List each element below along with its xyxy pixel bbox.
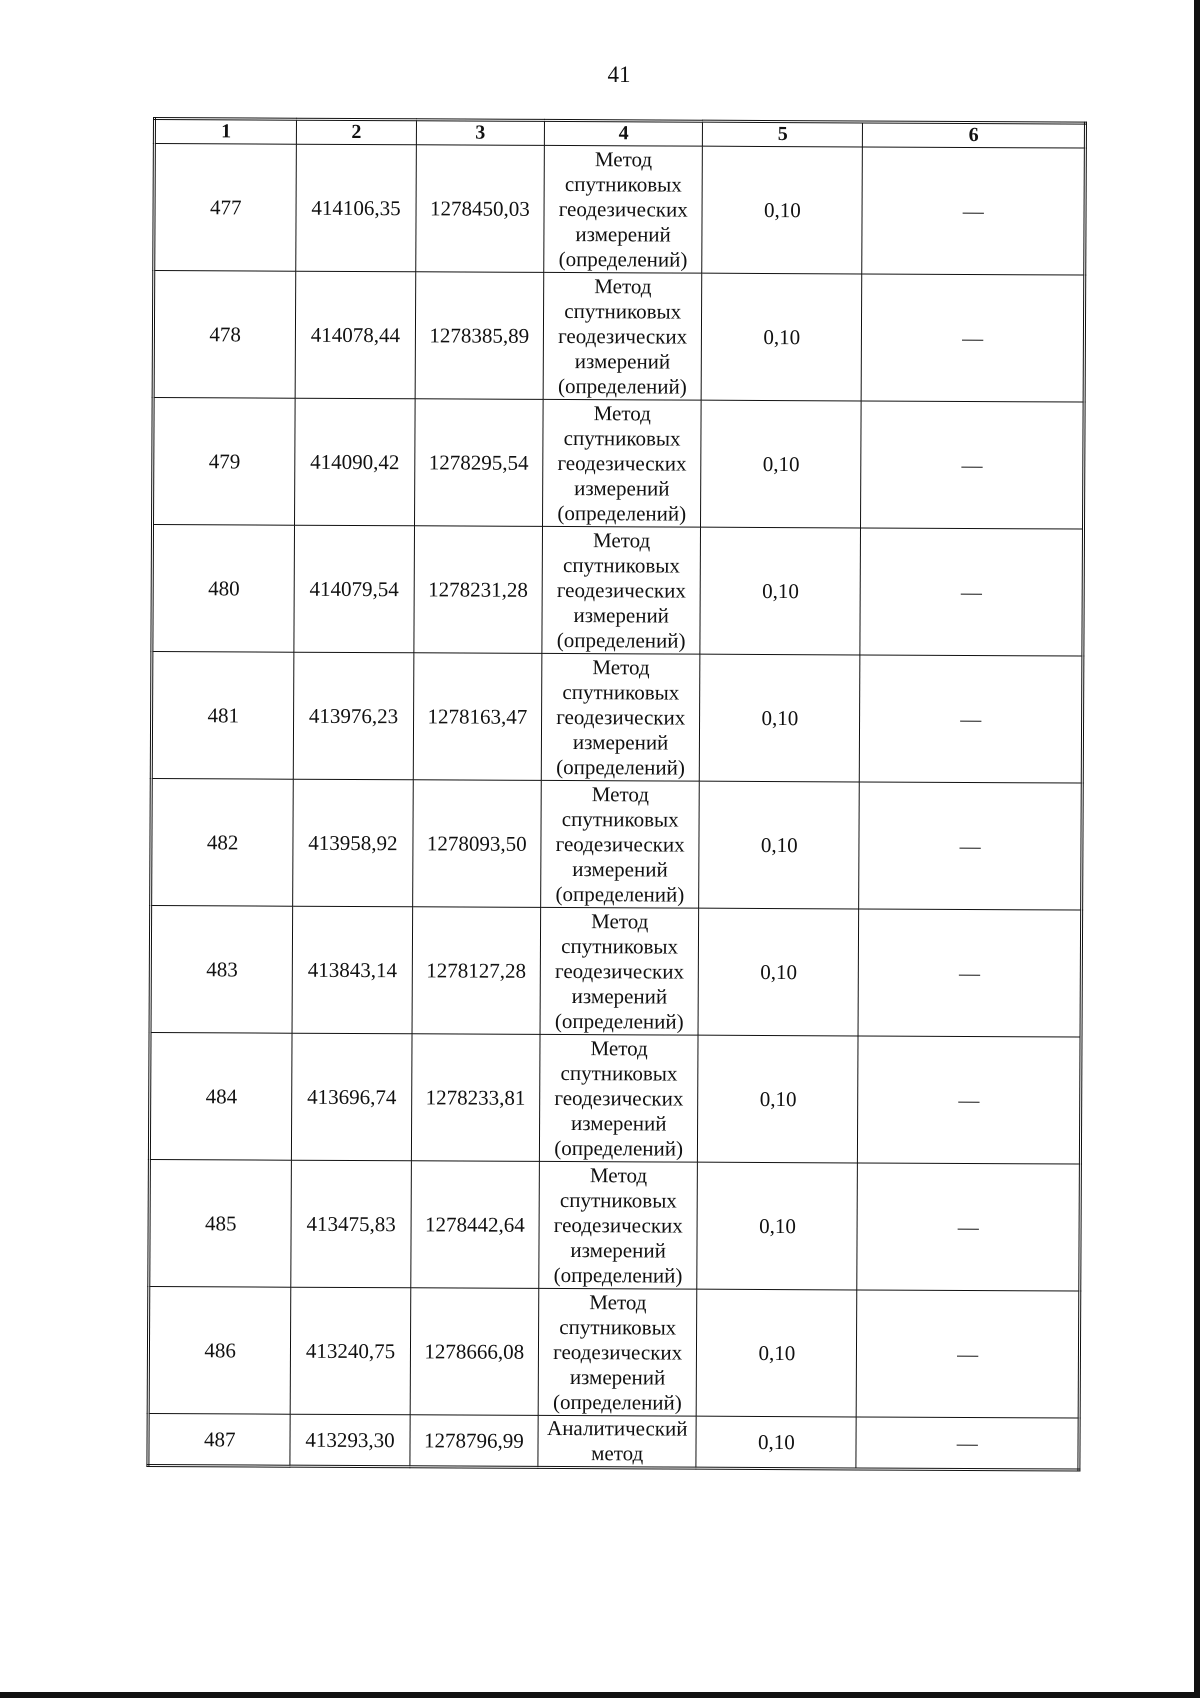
x-coordinate-cell: 414078,44	[296, 271, 416, 399]
accuracy-cell: 0,10	[696, 1416, 856, 1469]
x-coordinate-cell: 413240,75	[291, 1287, 411, 1415]
point-number-cell: 479	[153, 398, 296, 526]
y-coordinate-cell: 1278796,99	[410, 1415, 539, 1468]
point-number-cell: 482	[151, 778, 294, 906]
scan-edge-bottom	[0, 1692, 1200, 1698]
y-coordinate-cell: 1278385,89	[415, 272, 544, 400]
note-cell: —	[858, 1036, 1081, 1164]
method-cell: Метод спутниковых геодезических измерений (определений)	[538, 1288, 697, 1416]
point-number-cell: 486	[148, 1286, 291, 1414]
y-coordinate-cell: 1278233,81	[411, 1034, 540, 1162]
x-coordinate-cell: 413958,92	[293, 779, 413, 907]
page-number: 41	[607, 62, 631, 87]
y-coordinate-cell: 1278450,03	[415, 145, 544, 273]
header-cell-4: 4	[544, 120, 702, 146]
note-cell: —	[862, 274, 1085, 402]
method-cell: Метод спутниковых геодезических измерений (определений)	[541, 653, 700, 781]
y-coordinate-cell: 1278442,64	[410, 1161, 539, 1289]
note-cell: —	[860, 528, 1083, 656]
table-row	[152, 525, 1084, 657]
y-coordinate-cell: 1278093,50	[412, 780, 541, 908]
accuracy-cell: 0,10	[698, 1035, 859, 1163]
header-cell-2: 2	[297, 119, 416, 145]
x-coordinate-cell: 413976,23	[294, 652, 414, 780]
accuracy-cell: 0,10	[701, 273, 862, 401]
accuracy-cell: 0,10	[700, 654, 861, 782]
method-cell: Метод спутниковых геодезических измерений (определений)	[539, 1034, 698, 1162]
y-coordinate-cell: 1278163,47	[413, 653, 542, 781]
coordinates-table-wrapper	[146, 117, 1087, 1472]
x-coordinate-cell: 414079,54	[294, 525, 414, 653]
y-coordinate-cell: 1278666,08	[410, 1288, 539, 1416]
accuracy-cell: 0,10	[700, 527, 861, 655]
accuracy-cell: 0,10	[698, 908, 859, 1036]
point-number-cell: 477	[154, 144, 297, 272]
scan-edge-right	[1194, 0, 1200, 1698]
table-row	[148, 1413, 1079, 1470]
accuracy-cell: 0,10	[701, 400, 862, 528]
x-coordinate-cell: 414090,42	[295, 398, 415, 526]
note-cell: —	[862, 147, 1085, 275]
table-row	[149, 1032, 1081, 1164]
accuracy-cell: 0,10	[697, 1162, 858, 1290]
x-coordinate-cell: 413293,30	[290, 1414, 409, 1467]
table-row	[153, 271, 1085, 403]
note-cell: —	[856, 1417, 1079, 1470]
method-cell: Метод спутниковых геодезических измерений (определений)	[539, 1161, 698, 1289]
method-cell: Метод спутниковых геодезических измерений (определений)	[543, 399, 702, 527]
method-cell: Метод спутниковых геодезических измерений (определений)	[543, 272, 702, 400]
point-number-cell: 485	[149, 1159, 292, 1287]
x-coordinate-cell: 413475,83	[291, 1160, 411, 1288]
point-number-cell: 483	[150, 905, 293, 1033]
point-number-cell: 487	[148, 1413, 291, 1466]
note-cell: —	[860, 655, 1083, 783]
table-body	[148, 119, 1086, 1471]
table-row	[148, 1286, 1080, 1418]
y-coordinate-cell: 1278127,28	[412, 907, 541, 1035]
y-coordinate-cell: 1278295,54	[414, 399, 543, 527]
point-number-cell: 484	[149, 1032, 292, 1160]
header-cell-3: 3	[416, 120, 545, 146]
x-coordinate-cell: 413696,74	[292, 1033, 412, 1161]
y-coordinate-cell: 1278231,28	[413, 526, 542, 654]
x-coordinate-cell: 414106,35	[296, 144, 416, 272]
note-cell: —	[861, 401, 1084, 529]
point-number-cell: 478	[153, 271, 296, 399]
accuracy-cell: 0,10	[696, 1289, 857, 1417]
point-number-cell: 480	[152, 525, 295, 653]
point-number-cell: 481	[151, 652, 294, 780]
x-coordinate-cell: 413843,14	[292, 906, 412, 1034]
header-cell-6: 6	[863, 122, 1086, 148]
method-cell: Метод спутниковых геодезических измерений (определений)	[541, 780, 700, 908]
table-row	[150, 905, 1082, 1037]
header-cell-1: 1	[154, 119, 297, 145]
table-row	[153, 398, 1085, 530]
note-cell: —	[859, 782, 1082, 910]
note-cell: —	[857, 1163, 1080, 1291]
accuracy-cell: 0,10	[699, 781, 860, 909]
method-cell: Аналитический метод	[538, 1415, 697, 1468]
table-row	[151, 652, 1083, 784]
method-cell: Метод спутниковых геодезических измерений (определений)	[542, 526, 701, 654]
table-row	[154, 144, 1086, 276]
header-cell-5: 5	[703, 121, 863, 147]
table-row	[149, 1159, 1081, 1291]
note-cell: —	[857, 1290, 1080, 1418]
method-cell: Метод спутниковых геодезических измерений (определений)	[540, 907, 699, 1035]
table-row	[151, 778, 1083, 910]
coordinates-table	[146, 117, 1087, 1472]
note-cell: —	[858, 909, 1081, 1037]
accuracy-cell: 0,10	[702, 146, 863, 274]
method-cell: Метод спутниковых геодезических измерений (определений)	[544, 145, 703, 273]
